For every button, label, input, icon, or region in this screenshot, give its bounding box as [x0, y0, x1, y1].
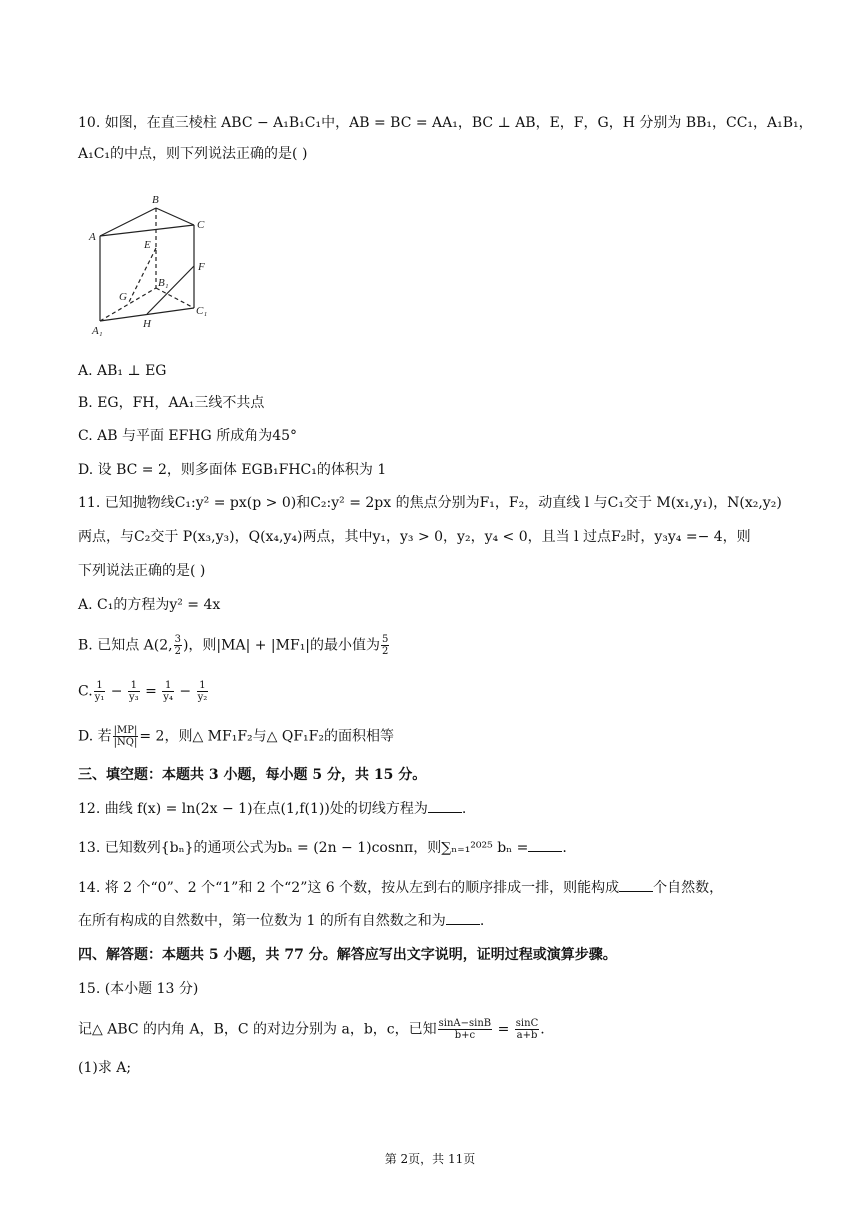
- label-A: A: [89, 231, 96, 243]
- label-F: F: [198, 261, 205, 273]
- q12-end: .: [461, 801, 467, 817]
- q13: [78, 838, 567, 858]
- page-footer: 第 2页，共 11页: [384, 1152, 476, 1166]
- frac-num: 5: [382, 634, 389, 645]
- q11-optb-answer-frac: [381, 634, 389, 657]
- q13-end: .: [562, 840, 567, 856]
- q11-optb-mid: )，则|MA| + |MF₁|的最小值为: [182, 637, 381, 654]
- q11-line1: 11. 已知抛物线C₁:y² = px(p > 0)和C₂:y² = 2px 的焦点分别为F₁，F₂，动直线 l 与C₁交于 M(x₁,y₁)，N(x₂,y₂): [78, 495, 782, 511]
- q15-statement: [78, 1018, 545, 1041]
- frac-num: sinA−sinB: [438, 1018, 492, 1029]
- frac-den: y₁: [94, 692, 105, 703]
- q10-option-c: C. AB 与平面 EFHG 所成角为45°: [78, 428, 298, 444]
- label-B: B: [152, 194, 159, 206]
- frac-den: 2: [174, 646, 181, 657]
- q10-option-a: A. AB₁ ⊥ EG: [78, 363, 167, 379]
- q10-option-d: D. 设 BC = 2，则多面体 EGB₁FHC₁的体积为 1: [78, 462, 387, 478]
- frac-num: |MP|: [113, 725, 138, 736]
- q14-text-1b: 个自然数，: [653, 880, 724, 896]
- frac-num: 3: [174, 634, 181, 645]
- q11-option-b: [78, 634, 390, 657]
- q10-option-b: B. EG，FH，AA₁三线不共点: [78, 395, 265, 411]
- optc-frac-1: [94, 680, 106, 703]
- q11-optd-pre: D. 若: [78, 728, 112, 745]
- label-A1: A₁: [92, 325, 103, 337]
- q11-option-c: C. $\frac{1}{\text{y₁}}$ − $\frac{1}{\text{y₃}}$ = $\frac{1}{\text{y₄}}$ − $\frac{1}{\text{y₂}}$: [78, 680, 208, 703]
- q14-text-2b: .: [479, 913, 485, 929]
- q10-line1: 10. 如图，在直三棱柱 ABC − A₁B₁C₁中，AB = BC = AA₁，BC ⊥ AB，E，F，G，H 分别为 BB₁，CC₁，A₁B₁，: [78, 115, 813, 131]
- q15-heading: 15. (本小题 13 分): [78, 981, 199, 997]
- label-C: C: [197, 219, 205, 231]
- frac-den: b+c: [454, 1030, 476, 1041]
- q15-frac-left: [438, 1018, 493, 1041]
- q12-text: 12. 曲线 f(x) = ln(2x − 1)在点(1,f(1))处的切线方程为: [78, 801, 428, 817]
- q11-optc-label: C.: [78, 683, 93, 700]
- optc-frac-3: [162, 680, 174, 703]
- q14-blank-1: [619, 879, 653, 892]
- frac-den: |NQ|: [113, 737, 138, 748]
- section-4-heading: 四、解答题：本题共 5 小题，共 77 分。解答应写出文字说明，证明过程或演算步骤。: [78, 947, 617, 963]
- q14-text-1: 14. 将 2 个“0”、2 个“1”和 2 个“2”这 6 个数，按从左到右的顺序排成一排，则能构成: [78, 880, 620, 896]
- q11-optd-post: = 2，则△ MF₁F₂与△ QF₁F₂的面积相等: [139, 728, 394, 745]
- q14-line1: [78, 878, 723, 898]
- q11-line2: 两点，与C₂交于 P(x₃,y₃)，Q(x₄,y₄)两点，其中y₁，y₃ > 0，y₂，y₄ < 0，且当 l 过点F₂时，y₃y₄ =− 4，则: [78, 529, 751, 545]
- frac-den: a+b: [516, 1030, 538, 1041]
- q15-frac-right: [515, 1018, 539, 1041]
- frac-num: 1: [94, 680, 106, 692]
- q11-option-d: [78, 725, 394, 748]
- frac-den: y₃: [128, 692, 139, 703]
- q12-blank: [428, 800, 462, 813]
- label-H: H: [143, 318, 151, 330]
- q11-line3: 下列说法正确的是( ): [78, 563, 206, 579]
- frac-den: y₄: [163, 692, 173, 703]
- frac-num: sinC: [515, 1018, 539, 1029]
- q11-optb-frac: [174, 634, 182, 657]
- prism-figure: [86, 188, 226, 338]
- q10-line2: A₁C₁的中点，则下列说法正确的是( ): [78, 146, 308, 162]
- q13-blank: [528, 839, 562, 852]
- optc-frac-2: [128, 680, 140, 703]
- section-3-heading: 三、填空题：本题共 3 小题，每小题 5 分，共 15 分。: [78, 767, 427, 783]
- q15-equals: =: [493, 1021, 514, 1038]
- q13-text: 13. 已知数列{bₙ}的通项公式为bₙ = (2n − 1)cosnπ，则∑ₙ₌₁²⁰²⁵ bₙ =: [78, 840, 529, 856]
- q15-end: .: [540, 1021, 545, 1038]
- q14-blank-2: [446, 912, 480, 925]
- q12: [78, 799, 466, 819]
- optc-frac-4: [197, 680, 209, 703]
- q11-optb-pre: B. 已知点 A(2,: [78, 637, 173, 654]
- label-C1: C₁: [196, 305, 208, 317]
- optd-frac: [113, 725, 139, 748]
- q14-line2: [78, 911, 484, 931]
- frac-den: 2: [382, 646, 389, 657]
- frac-num: 1: [197, 680, 209, 692]
- q15-text: 记△ ABC 的内角 A，B，C 的对边分别为 a，b，c，已知: [78, 1021, 437, 1038]
- label-G: G: [119, 291, 127, 303]
- frac-den: y₂: [197, 692, 208, 703]
- q15-part-1: (1)求 A;: [78, 1060, 132, 1076]
- q14-text-2: 在所有构成的自然数中，第一位数为 1 的所有自然数之和为: [78, 913, 446, 929]
- frac-num: 1: [128, 680, 140, 692]
- label-E: E: [144, 239, 151, 251]
- q11-option-a: A. C₁的方程为y² = 4x: [78, 597, 221, 613]
- frac-num: 1: [162, 680, 174, 692]
- label-B1: B₁: [158, 277, 169, 289]
